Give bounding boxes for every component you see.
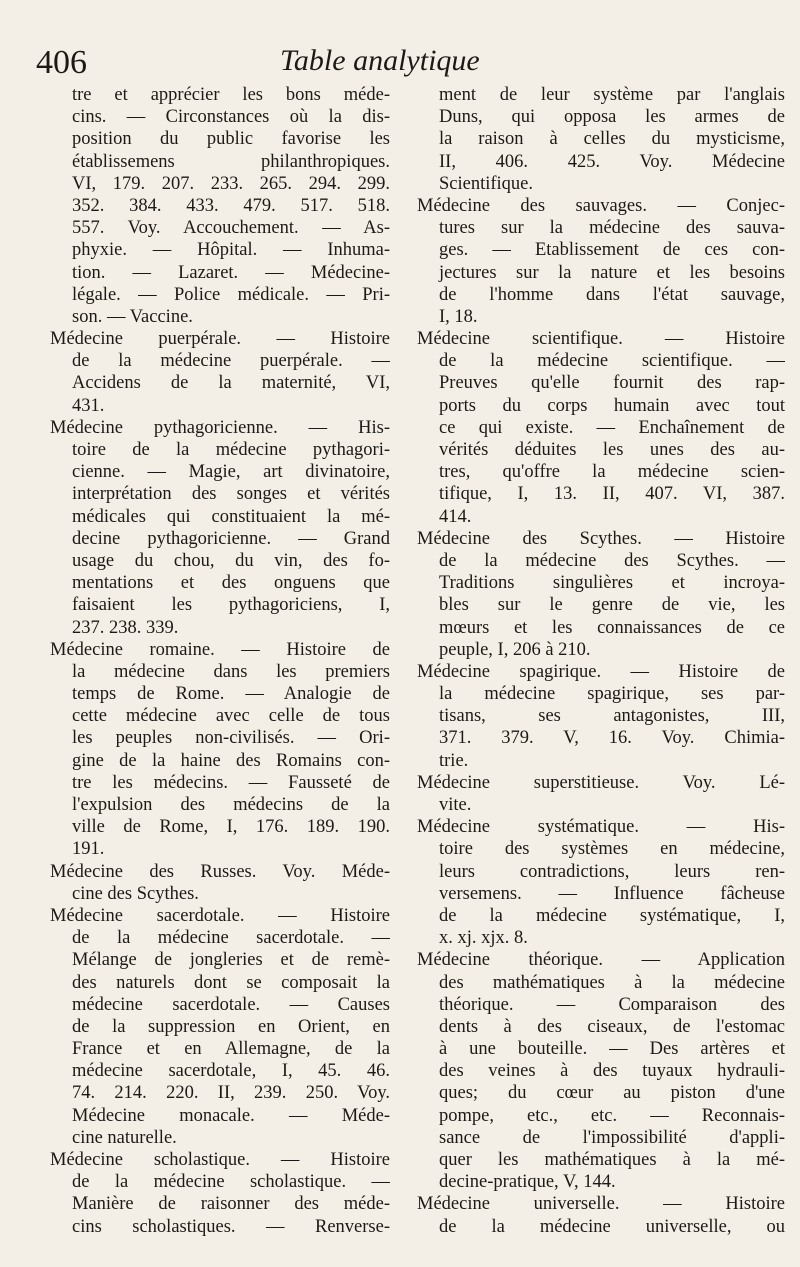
entry-line: faisaient les pythagoriciens, I, — [72, 595, 390, 616]
entry-line: de la médecine puerpérale. — — [72, 351, 390, 372]
entry-line: des naturels dont se composait la — [72, 972, 390, 993]
entry-line: cins. — Circonstances où la dis- — [72, 107, 390, 128]
entry-line: Manière de raisonner des méde- — [72, 1194, 390, 1215]
entry-line: bles sur le genre de vie, les — [439, 595, 785, 616]
entry-heading-line: Médecine romaine. — Histoire de — [50, 639, 390, 660]
entry-line: de la médecine scholastique. — — [72, 1172, 390, 1193]
entry-line: Mélange de jongleries et de remè- — [72, 950, 390, 971]
entry-line: 191. — [72, 839, 105, 860]
entry-line: Médecine monacale. — Méde- — [72, 1105, 390, 1126]
entry-line: leurs contradictions, leurs ren- — [439, 861, 785, 882]
entry-line: sance de l'impossibilité d'appli- — [439, 1127, 785, 1148]
entry-heading-line: Médecine des Russes. Voy. Méde- — [50, 861, 390, 882]
right-column — [417, 84, 785, 1238]
entry-heading-line: Médecine systématique. — His- — [417, 817, 785, 838]
entry-line: de la médecine scientifique. — — [439, 351, 785, 372]
entry-line: ges. — Etablissement de ces con- — [439, 240, 785, 261]
entry-heading-line: Médecine scholastique. — Histoire — [50, 1150, 390, 1170]
entry-line: dents à des ciseaux, de l'estomac — [439, 1016, 785, 1037]
entry-line: cette médecine avec celle de tous — [72, 706, 390, 727]
entry-line: cienne. — Magie, art divinatoire, — [72, 462, 390, 483]
entry-line: x. xj. xjx. 8. — [439, 928, 528, 949]
entry-line: Scientifique. — [439, 173, 534, 194]
entry-heading-line: Médecine puerpérale. — Histoire — [50, 329, 390, 350]
entry-line: 74. 214. 220. II, 239. 250. Voy. — [72, 1083, 390, 1104]
entry-line: ville de Rome, I, 176. 189. 190. — [72, 817, 390, 838]
entry-line: tion. — Lazaret. — Médecine- — [72, 262, 390, 283]
entry-line: vite. — [439, 795, 472, 815]
entry-line: des veines à des tuyaux hydrauli- — [439, 1061, 785, 1082]
entry-line: VI, 179. 207. 233. 265. 294. 299. — [72, 173, 390, 194]
entry-line: temps de Rome. — Analogie de — [72, 684, 390, 705]
entry-line: vérités déduites les unes des au- — [439, 440, 785, 460]
entry-line: usage du chou, du vin, des fo- — [72, 550, 390, 571]
entry-line: ports du corps humain avec tout — [439, 395, 785, 416]
entry-line: médicales qui constituaient la mé- — [72, 506, 390, 527]
entry-heading-line: Médecine universelle. — Histoire — [417, 1194, 785, 1215]
entry-line: tifique, I, 13. II, 407. VI, 387. — [439, 484, 785, 505]
entry-heading-line: Médecine des sauvages. — Conjec- — [417, 195, 785, 216]
entry-line: 414. — [439, 506, 472, 527]
entry-line: Accidens de la maternité, VI, — [72, 373, 390, 394]
entry-line: établissemens philanthropiques. — [72, 151, 390, 172]
entry-line: toire des systèmes en médecine, — [439, 839, 785, 860]
entry-line: cine des Scythes. — [72, 883, 199, 904]
entry-line: légale. — Police médicale. — Pri- — [72, 284, 390, 305]
entry-line: peuple, I, 206 à 210. — [439, 639, 591, 660]
entry-line: Duns, qui opposa les armes de — [439, 107, 785, 128]
entry-line: phyxie. — Hôpital. — Inhuma- — [72, 240, 390, 261]
entry-line: de la médecine universelle, ou — [439, 1216, 785, 1237]
entry-line: cins scholastiques. — Renverse- — [72, 1216, 390, 1237]
entry-line: decine-pratique, V, 144. — [439, 1172, 616, 1193]
entry-line: de l'homme dans l'état sauvage, — [439, 284, 785, 305]
entry-line: trie. — [439, 750, 469, 771]
entry-heading-line: Médecine des Scythes. — Histoire — [417, 528, 785, 549]
entry-heading-line: Médecine théorique. — Application — [417, 950, 785, 971]
entry-line: médecine sacerdotale, I, 45. 46. — [72, 1061, 390, 1082]
entry-line: la médecine dans les premiers — [72, 661, 390, 682]
entry-line: Preuves qu'elle fournit des rap- — [439, 373, 785, 394]
entry-heading-line: Médecine pythagoricienne. — His- — [50, 417, 390, 438]
entry-line: Traditions singulières et incroya- — [439, 573, 785, 594]
entry-line: mœurs et les connaissances de ce — [439, 617, 785, 638]
entry-line: gine de la haine des Romains con- — [72, 750, 390, 771]
entry-line: de la médecine sacerdotale. — — [72, 928, 390, 949]
entry-heading-line: Médecine spagirique. — Histoire de — [417, 661, 785, 682]
entry-line: 557. Voy. Accouchement. — As- — [72, 218, 390, 239]
entry-line: la raison à celles du mysticisme, — [439, 129, 785, 150]
entry-line: tisans, ses antagonistes, III, — [439, 706, 785, 727]
entry-line: interprétation des songes et vérités — [72, 484, 390, 505]
entry-line: des mathématiques à la médecine — [439, 972, 785, 993]
entry-line: 371. 379. V, 16. Voy. Chimia- — [439, 728, 785, 749]
entry-heading-line: Médecine scientifique. — Histoire — [417, 329, 785, 350]
entry-line: tres, qu'offre la médecine scien- — [439, 462, 785, 483]
entry-line: tre et apprécier les bons méde- — [72, 85, 390, 105]
entry-line: les peuples non-civilisés. — Ori- — [72, 728, 390, 749]
entry-line: 237. 238. 339. — [72, 617, 179, 638]
entry-line: tures sur la médecine des sauva- — [439, 218, 785, 239]
entry-line: toire de la médecine pythagori- — [72, 440, 390, 460]
entry-line: de la médecine des Scythes. — — [439, 550, 785, 571]
entry-line: mentations et des onguens que — [72, 573, 390, 594]
entry-line: 352. 384. 433. 479. 517. 518. — [72, 195, 390, 216]
entry-line: l'expulsion des médecins de la — [72, 795, 390, 815]
entry-line: pompe, etc., etc. — Reconnais- — [439, 1105, 785, 1126]
entry-line: I, 18. — [439, 306, 478, 327]
entry-line: théorique. — Comparaison des — [439, 994, 785, 1015]
entry-line: 431. — [72, 395, 105, 416]
entry-line: la médecine spagirique, ses par- — [439, 684, 785, 705]
entry-line: versemens. — Influence fâcheuse — [439, 883, 785, 904]
page-number: 406 — [36, 44, 87, 81]
left-column — [50, 84, 390, 1238]
entry-line: II, 406. 425. Voy. Médecine — [439, 151, 785, 172]
entry-line: son. — Vaccine. — [72, 306, 193, 327]
entry-line: de la suppression en Orient, en — [72, 1016, 390, 1037]
entry-heading-line: Médecine sacerdotale. — Histoire — [50, 905, 390, 926]
entry-line: de la médecine systématique, I, — [439, 905, 785, 926]
entry-line: médecine sacerdotale. — Causes — [72, 994, 390, 1015]
entry-heading-line: Médecine superstitieuse. Voy. Lé- — [417, 772, 785, 793]
entry-line: tre les médecins. — Fausseté de — [72, 772, 390, 793]
entry-line: cine naturelle. — [72, 1127, 177, 1148]
entry-line: ment de leur système par l'anglais — [439, 85, 785, 105]
entry-line: France et en Allemagne, de la — [72, 1039, 390, 1060]
running-title: Table analytique — [280, 44, 480, 77]
entry-line: ques; du cœur au piston d'une — [439, 1083, 785, 1104]
entry-line: jectures sur la nature et les besoins — [439, 262, 785, 283]
entry-line: decine pythagoricienne. — Grand — [72, 528, 390, 549]
entry-line: quer les mathématiques à la mé- — [439, 1150, 785, 1170]
entry-line: à une bouteille. — Des artères et — [439, 1039, 785, 1060]
entry-line: ce qui existe. — Enchaînement de — [439, 417, 785, 438]
entry-line: position du public favorise les — [72, 129, 390, 150]
